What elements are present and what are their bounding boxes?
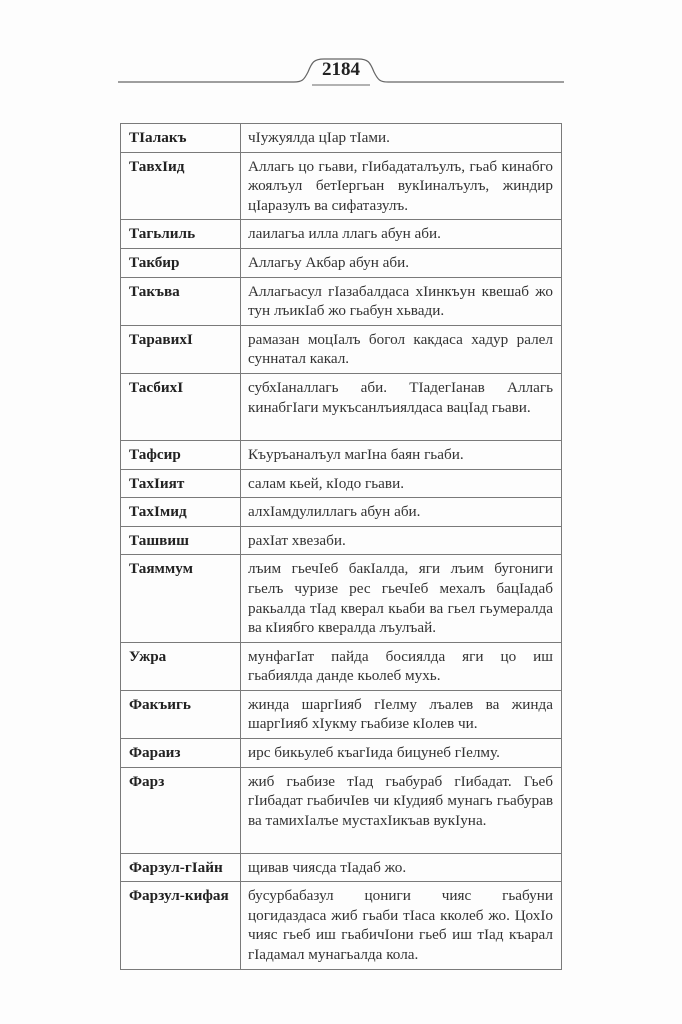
definition: Аллагьу Акбар абун аби.: [241, 248, 562, 277]
definition: чIужуялда цIар тIами.: [241, 124, 562, 153]
term: Факъигь: [121, 690, 241, 738]
glossary-row: [121, 248, 562, 277]
definition: мунфагIат пайда босиялда яги цо иш гьабиялда данде кьолеб мухь.: [241, 642, 562, 690]
glossary-row: [121, 152, 562, 220]
glossary-row: [121, 690, 562, 738]
glossary-row: [121, 220, 562, 249]
term: ТIалакъ: [121, 124, 241, 153]
definition: Аллагьасул гIазабалдаса хIинкъун квешаб жо тун лъикIаб жо гьабун хьвади.: [241, 277, 562, 325]
page-number: 2184: [322, 59, 360, 80]
term: Фарз: [121, 767, 241, 853]
term: ТахIият: [121, 469, 241, 498]
definition: жиб гьабизе тIад гьабураб гIибадат. Гьеб гIибадат гьабичIев чи кIудияб мунагь гьабурав ва тамихIалъе мустахIикъав вукIуна.: [241, 767, 562, 853]
term: Тафсир: [121, 440, 241, 469]
definition: ирс бикьулеб къагIида бицунеб гIелму.: [241, 739, 562, 768]
glossary-row: [121, 853, 562, 882]
term: Ташвиш: [121, 526, 241, 555]
glossary-row: [121, 882, 562, 969]
glossary-row: [121, 767, 562, 853]
definition: щивав чиясда тIадаб жо.: [241, 853, 562, 882]
term: Фарзул-гIайн: [121, 853, 241, 882]
term: ТавхIид: [121, 152, 241, 220]
glossary-row: [121, 277, 562, 325]
glossary-row: [121, 373, 562, 440]
definition: лъим гьечIеб бакIалда, яги лъим бугониги гьелъ чуризе рес гьечIеб мехалъ бацIадаб ракьалда тIад кверал кьаби ва гьел гьумералда ва кIиябго квералда лъулъай.: [241, 555, 562, 642]
definition: Аллагь цо гьави, гIибадаталъулъ, гьаб кинабго жоялъул бетIергьан вукIиналъулъ, жиндир цIаразулъ ва сифатазулъ.: [241, 152, 562, 220]
term: Тагьлиль: [121, 220, 241, 249]
definition: лаилагьа илла ллагь абун аби.: [241, 220, 562, 249]
page-header: [118, 56, 564, 86]
term: Такъва: [121, 277, 241, 325]
glossary-row: [121, 469, 562, 498]
definition: бусурбабазул цониги чияс гьабуни цогидаздаса жиб гьаби тIаса кколеб жо. ЦохIо чияс гьеб иш гьабичIони гьеб иш тIад къарал гIадамал мунагьалда кола.: [241, 882, 562, 969]
term: ТасбихI: [121, 373, 241, 440]
definition: алхIамдулиллагь абун аби.: [241, 498, 562, 527]
glossary-row: [121, 440, 562, 469]
glossary-table: [120, 123, 562, 970]
term: ТаравихI: [121, 325, 241, 373]
glossary-row: [121, 498, 562, 527]
term: Фараиз: [121, 739, 241, 768]
definition: жинда шаргIияб гIелму лъалев ва жинда шаргIияб хIукму гьабизе кIолев чи.: [241, 690, 562, 738]
term: ТахIмид: [121, 498, 241, 527]
glossary-row: [121, 325, 562, 373]
glossary-row: [121, 526, 562, 555]
term: Ужра: [121, 642, 241, 690]
definition: Къуръаналъул магIна баян гьаби.: [241, 440, 562, 469]
definition: рамазан моцIалъ богол какдаса хадур ралел суннатал какал.: [241, 325, 562, 373]
definition: субхIаналлагь аби. ТIадегIанав Аллагь кинабгIаги мукъсанлъиялдаса вацIад гьави.: [241, 373, 562, 440]
glossary-row: [121, 124, 562, 153]
term: Такбир: [121, 248, 241, 277]
definition: рахIат хвезаби.: [241, 526, 562, 555]
glossary-row: [121, 555, 562, 642]
term: Фарзул-кифая: [121, 882, 241, 969]
glossary-row: [121, 739, 562, 768]
term: Таяммум: [121, 555, 241, 642]
definition: салам кьей, кIодо гьави.: [241, 469, 562, 498]
glossary-row: [121, 642, 562, 690]
